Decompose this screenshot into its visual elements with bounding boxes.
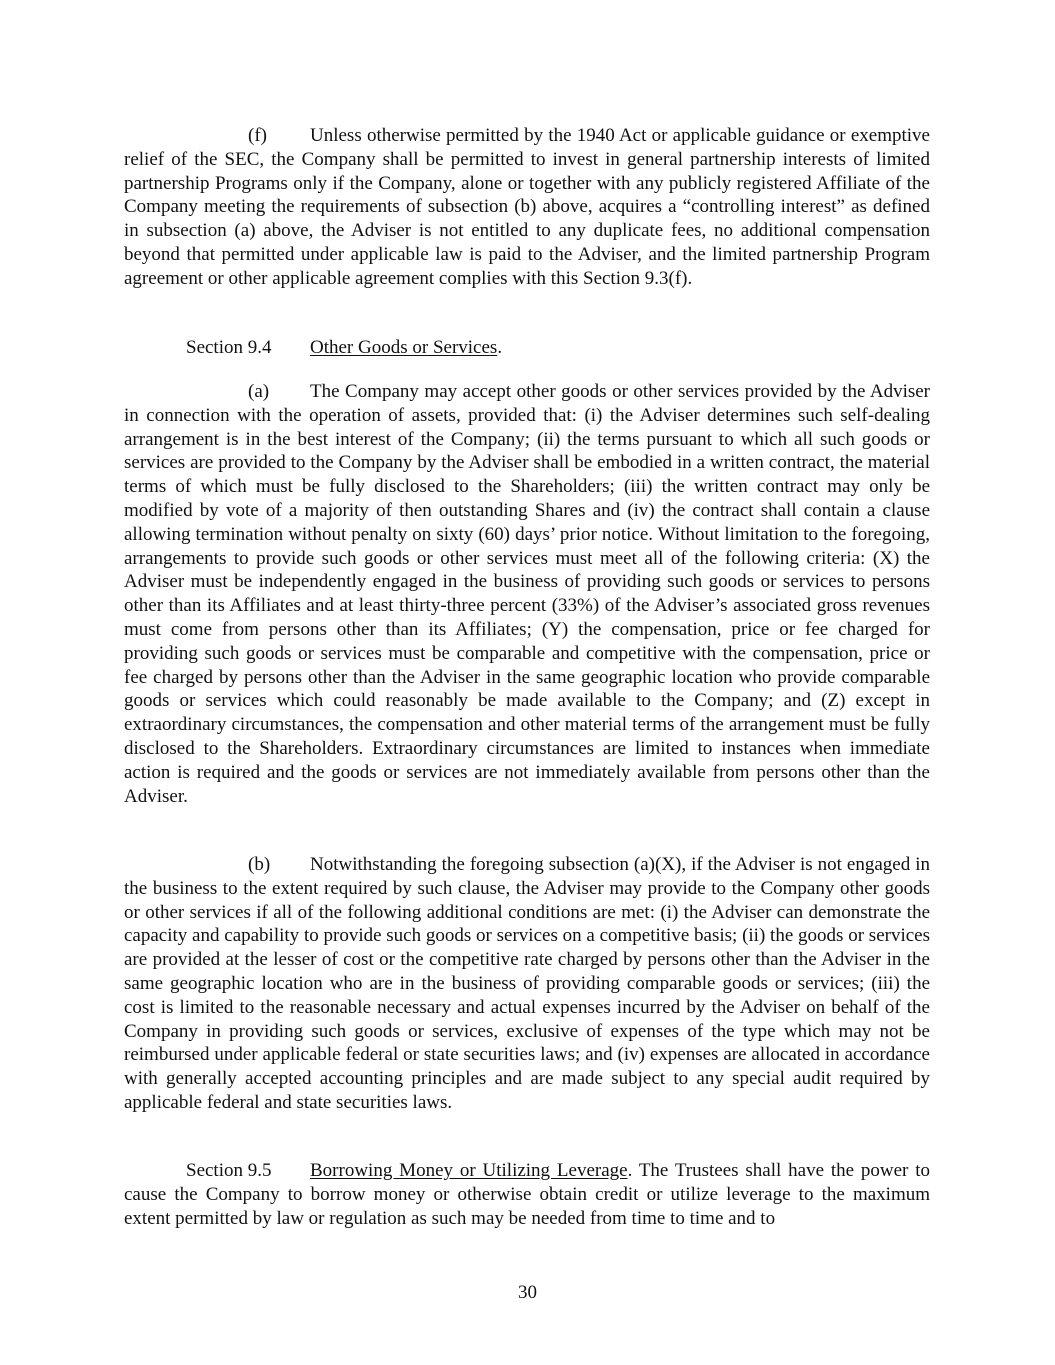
section-9-5-number: Section 9.5 — [186, 1160, 272, 1181]
section-9-4-number: Section 9.4 — [186, 337, 272, 358]
paragraph-a-label: (a) — [248, 381, 270, 402]
page-number: 30 — [518, 1282, 537, 1303]
section-9-4-title: Other Goods or Services — [310, 337, 498, 358]
paragraph-b-label: (b) — [248, 854, 271, 875]
section-9-4-heading — [186, 336, 502, 360]
paragraph-b-text: Notwithstanding the foregoing subsection (a)(X), if the Adviser is not engaged in the business to the extent required by such clause, the Adviser may provide to the Company other goods or other services if all of the following additional conditions are met: (i) the Adviser can demonstrate the capacity and capability to provide such goods or services on a competitive basis; (ii) the goods or services are provided at the lesser of cost or the competitive rate charged by persons other than the Adviser in the same geographic location who are in the business of providing comparable goods or services; (iii) the cost is limited to the reasonable necessary and actual expenses incurred by the Adviser on behalf of the Company in providing such goods or services, exclusive of expenses of the type which may not be reimbursed under applicable federal or state securities laws; and (iv) expenses are allocated in accordance with generally accepted accounting principles and are made subject to any special audit required by applicable federal and state securities laws. — [124, 854, 930, 1113]
paragraph-a-text: The Company may accept other goods or other services provided by the Adviser in connection with the operation of assets, provided that: (i) the Adviser determines such self-dealing arrangement is in the best interest of the Company; (ii) the terms pursuant to which all such goods or services are provided to the Company by the Adviser shall be embodied in a written contract, the material terms of which must be fully disclosed to the Shareholders; (iii) the written contract may only be modified by vote of a majority of then outstanding Shares and (iv) the contract shall contain a clause allowing termination without penalty on sixty (60) days’ prior notice. Without limitation to the foregoing, arrangements to provide such goods or other services must meet all of the following criteria: (X) the Adviser must be independently engaged in the business of providing such goods or services to persons other than its Affiliates and at least thirty-three percent (33%) of the Adviser’s associated gross revenues must come from persons other than its Affiliates; (Y) the compensation, price or fee charged for providing such goods or services must be comparable and competitive with the compensation, price or fee charged by persons other than the Adviser in the same geographic location who provide comparable goods or services which could reasonably be made available to the Company; and (Z) except in extraordinary circumstances, the compensation and other material terms of the arrangement must be fully disclosed to the Shareholders. Extraordinary circumstances are limited to instances when immediate action is required and the goods or services are not immediately available from persons other than the Adviser. — [124, 381, 930, 807]
paragraph-f-label: (f) — [248, 125, 267, 146]
section-9-4-period: . — [497, 337, 503, 358]
paragraph-f — [124, 124, 930, 291]
section-9-5-paragraph — [124, 1159, 930, 1230]
section-9-5-text: . The Trustees shall have the power to cause the Company to borrow money or otherwise obtain credit or utilize leverage to the maximum extent permitted by law or regulation as such may be needed from time to time and to — [124, 1160, 930, 1229]
section-9-5-title: Borrowing Money or Utilizing Leverage — [310, 1160, 628, 1181]
paragraph-f-text: Unless otherwise permitted by the 1940 Act or applicable guidance or exemptive relief of the SEC, the Company shall be permitted to invest in general partnership interests of limited partnership Programs only if the Company, alone or together with any publicly registered Affiliate of the Company meeting the requirements of subsection (b) above, acquires a “controlling interest” as defined in subsection (a) above, the Adviser is not entitled to any duplicate fees, no additional compensation beyond that permitted under applicable law is paid to the Adviser, and the limited partnership Program agreement or other applicable agreement complies with this Section 9.3(f). — [124, 125, 930, 289]
paragraph-b — [124, 853, 930, 1115]
paragraph-a — [124, 380, 930, 808]
